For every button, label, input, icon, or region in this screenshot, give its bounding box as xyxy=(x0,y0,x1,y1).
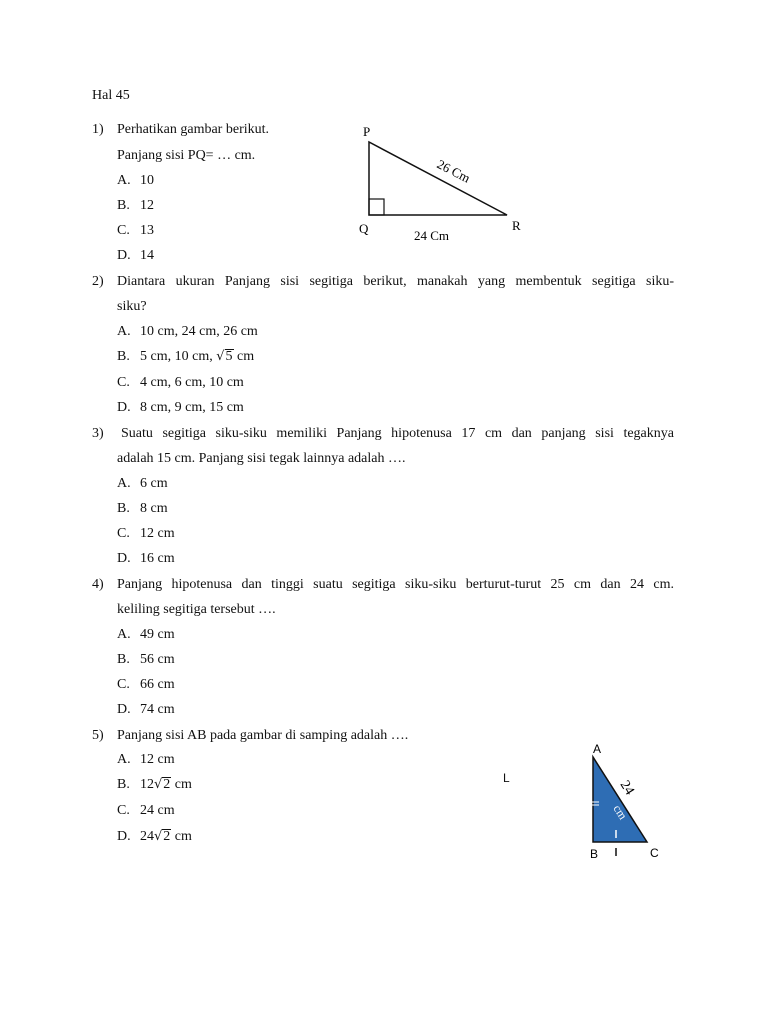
option-b: B. 56 cm xyxy=(117,652,175,667)
option-a: A. 12 cm xyxy=(117,752,175,767)
triangle-pqr-figure xyxy=(350,118,540,248)
unit-label: cm xyxy=(610,802,631,823)
option-a: A. 10 cm, 24 cm, 26 cm xyxy=(117,324,258,339)
option-d: D. 14 xyxy=(117,248,154,263)
question-text: siku? xyxy=(117,299,147,314)
option-b: B. 12√2 cm xyxy=(117,777,192,792)
question-text: Perhatikan gambar berikut. xyxy=(117,122,270,137)
triangle-abc xyxy=(593,757,647,842)
question-text: Panjang hipotenusa dan tinggi suatu segitiga siku-siku berturut-turut 25 cm dan 24 cm. xyxy=(117,577,674,592)
square-root: √5 xyxy=(216,349,233,364)
question-number: 2) xyxy=(92,274,104,289)
option-c: C. 12 cm xyxy=(117,526,175,541)
option-d: D. 8 cm, 9 cm, 15 cm xyxy=(117,400,244,415)
question-number: 5) xyxy=(92,728,104,743)
question-text: Panjang sisi PQ= … cm. xyxy=(117,148,256,163)
option-a: A. 10 xyxy=(117,173,154,188)
question-number: 3) xyxy=(92,426,104,441)
vertex-label-c: C xyxy=(650,846,659,860)
base-label: 24 Cm xyxy=(414,228,450,243)
option-c: C. 66 cm xyxy=(117,677,175,692)
option-c: C. 4 cm, 6 cm, 10 cm xyxy=(117,375,244,390)
hypotenuse-label: 26 Cm xyxy=(434,156,473,186)
vertex-label-q: Q xyxy=(359,221,369,236)
stray-mark: L xyxy=(503,771,510,785)
option-d: D. 24√2 cm xyxy=(117,829,192,844)
option-b: B. 12 xyxy=(117,198,154,213)
option-d: D. 16 cm xyxy=(117,551,175,566)
vertex-label-r: R xyxy=(512,218,521,233)
question-number: 4) xyxy=(92,577,104,592)
triangle-abc-figure xyxy=(580,740,670,865)
question-text: Diantara ukuran Panjang sisi segitiga berikut, manakah yang membentuk segitiga siku- xyxy=(117,274,674,289)
triangle-pqr xyxy=(369,142,507,215)
question-text: adalah 15 cm. Panjang sisi tegak lainnya adalah …. xyxy=(117,451,406,466)
hypotenuse-label: 24 xyxy=(616,778,637,798)
square-root: √2 xyxy=(154,777,171,792)
vertex-label-b: B xyxy=(590,847,599,861)
question-text: Suatu segitiga siku-siku memiliki Panjang hipotenusa 17 cm dan panjang sisi tegaknya xyxy=(121,426,674,441)
question-number: 1) xyxy=(92,122,104,137)
option-b: B. 8 cm xyxy=(117,501,168,516)
square-root: √2 xyxy=(154,829,171,844)
option-d: D. 74 cm xyxy=(117,702,175,717)
question-text: keliling segitiga tersebut …. xyxy=(117,602,276,617)
question-text: Panjang sisi AB pada gambar di samping adalah …. xyxy=(117,728,409,743)
vertex-label-p: P xyxy=(363,124,371,139)
option-b: B. 5 cm, 10 cm, √5 cm xyxy=(117,349,255,364)
vertex-label-a: A xyxy=(593,742,602,756)
page-header: Hal 45 xyxy=(92,88,130,103)
option-a: A. 49 cm xyxy=(117,627,175,642)
right-angle-mark xyxy=(369,199,384,215)
option-c: C. 13 xyxy=(117,223,154,238)
option-c: C. 24 cm xyxy=(117,803,175,818)
option-a: A. 6 cm xyxy=(117,476,168,491)
